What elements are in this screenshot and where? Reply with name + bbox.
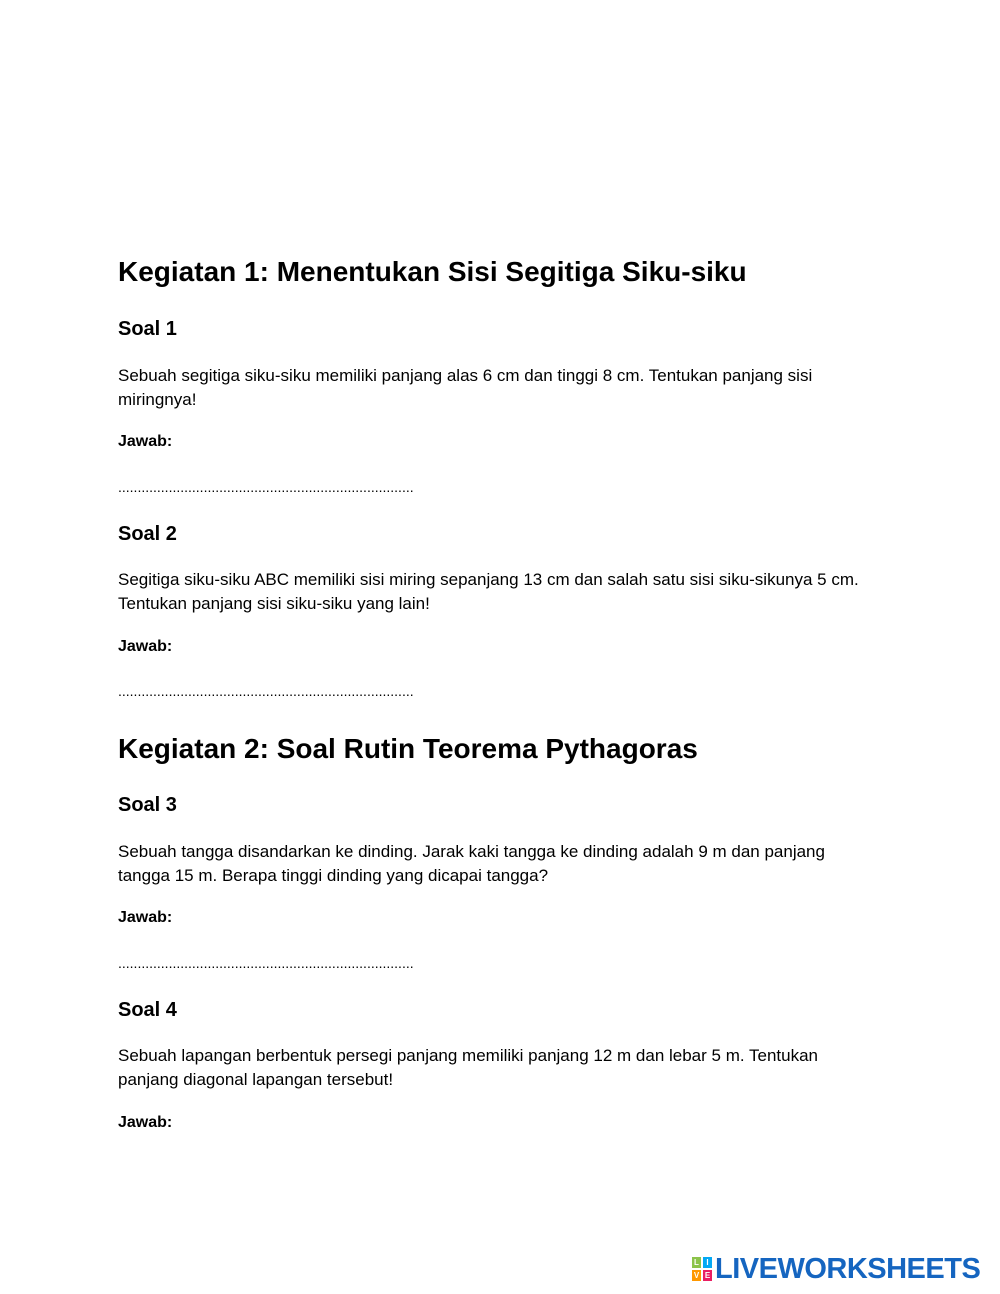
section-title-kegiatan-2: Kegiatan 2: Soal Rutin Teorema Pythagoras [118,733,698,764]
section-title-kegiatan-1: Kegiatan 1: Menentukan Sisi Segitiga Siku-siku [118,256,747,287]
logo-mark-tile-l: L [692,1257,701,1268]
answer-label-soal-1: Jawab: [118,433,173,450]
logo-mark-tile-e: E [704,1271,711,1280]
question-heading-soal-4: Soal 4 [118,999,177,1021]
question-heading-soal-3: Soal 3 [118,794,177,816]
answer-label-soal-2: Jawab: [118,638,173,655]
answer-line-soal-3[interactable]: ............................................................................ [118,955,414,971]
question-text-soal-3: Sebuah tangga disandarkan ke dinding. Jarak kaki tangga ke dinding adalah 9 m dan panjang tangga 15 m. Berapa tinggi dinding yang dicapai tangga? [118,842,825,885]
liveworksheets-logo-text: LIVEWORKSHEETS [715,1253,981,1285]
answer-label-soal-4: Jawab: [118,1114,173,1131]
question-heading-soal-2: Soal 2 [118,523,177,545]
answer-line-soal-1[interactable]: ............................................................................ [118,479,414,495]
answer-line-soal-2[interactable]: ............................................................................ [118,683,414,699]
answer-label-soal-3: Jawab: [118,909,173,926]
question-text-soal-4: Sebuah lapangan berbentuk persegi panjang memiliki panjang 12 m dan lebar 5 m. Tentukan panjang diagonal lapangan tersebut! [118,1046,818,1089]
question-text-soal-2: Segitiga siku-siku ABC memiliki sisi miring sepanjang 13 cm dan salah satu sisi siku-sikunya 5 cm. Tentukan panjang sisi siku-siku yang lain! [118,570,859,613]
liveworksheets-logo [692,1254,980,1284]
liveworksheets-logo-icon [692,1257,712,1281]
logo-mark-tile-v: V [693,1271,700,1280]
logo-mark-tile-i: I [703,1257,712,1268]
question-text-soal-1: Sebuah segitiga siku-siku memiliki panjang alas 6 cm dan tinggi 8 cm. Tentukan panjang sisi miringnya! [118,366,813,409]
question-heading-soal-1: Soal 1 [118,318,177,340]
